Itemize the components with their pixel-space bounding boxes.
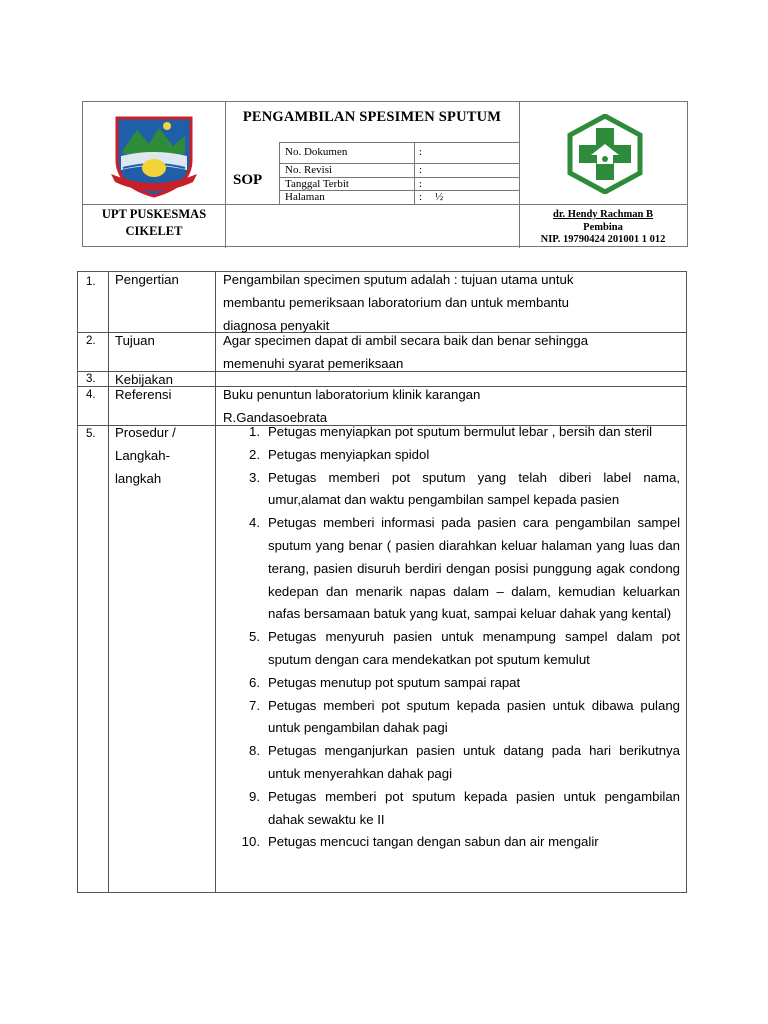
procedure-steps — [219, 421, 680, 854]
row-number: 1. — [86, 276, 96, 288]
page-label: Halaman — [285, 191, 325, 203]
row-text: Pengambilan specimen sputum adalah : tujuan utama untuk membantu pemeriksaan laboratorium dan untuk membantu diagnosa penyakit — [223, 272, 574, 333]
step-number: 6. — [249, 674, 260, 690]
row-label-line: Langkah- — [115, 448, 170, 463]
step-number: 7. — [249, 697, 260, 713]
unit-name-line: CIKELET — [125, 224, 183, 238]
step-text: Petugas menyuruh pasien untuk menampung sampel dalam pot sputum dengan cara mendekatkan pot sputum kemulut — [268, 629, 680, 667]
field-separator: : — [419, 178, 423, 190]
step-number: 1. — [249, 424, 260, 439]
list-item — [219, 695, 680, 741]
list-item — [219, 512, 680, 626]
issue-date-label: Tanggal Terbit — [285, 178, 349, 190]
step-number: 4. — [249, 515, 260, 531]
row-label: Tujuan — [115, 333, 155, 348]
step-text: Petugas menutup pot sputum sampai rapat — [268, 674, 521, 690]
step-number: 8. — [249, 743, 260, 759]
puskesmas-logo-icon — [567, 114, 643, 194]
unit-name — [83, 206, 225, 240]
sop-content-table — [77, 271, 687, 893]
field-separator: : — [419, 146, 423, 158]
header-divider — [279, 142, 519, 143]
signatory-rank: Pembina — [583, 221, 623, 233]
step-text: Petugas memberi pot sputum kepada pasien untuk dibawa pulang untuk pengambilan dahak pagi — [268, 697, 680, 736]
list-item — [219, 467, 680, 513]
row-label-line: langkah — [115, 471, 162, 486]
doc-number-label: No. Dokumen — [285, 146, 348, 158]
list-item — [219, 831, 680, 854]
step-number: 2. — [249, 446, 260, 462]
unit-name-line: UPT PUSKESMAS — [101, 207, 207, 221]
row-label-line: Prosedur / — [115, 425, 176, 440]
list-item — [219, 626, 680, 672]
step-text: Petugas menyiapkan spidol — [268, 446, 430, 462]
list-item — [219, 444, 680, 467]
signatory-name: dr. Hendy Rachman B — [553, 209, 653, 220]
page-value: ½ — [435, 191, 444, 203]
signatory-block — [519, 209, 687, 247]
header-divider — [279, 142, 280, 204]
document-header — [82, 101, 688, 247]
table-divider — [215, 272, 216, 892]
row-text: Agar specimen dapat di ambil secara baik dan benar sehingga memenuhi syarat pemeriksaan — [223, 333, 589, 371]
step-number: 10. — [241, 834, 260, 850]
row-number: 4. — [86, 389, 96, 401]
field-separator: : — [419, 164, 423, 176]
row-label: Pengertian — [115, 272, 179, 287]
signatory-nip: NIP. 19790424 201001 1 012 — [540, 234, 666, 245]
list-item — [219, 421, 680, 444]
row-number: 3. — [86, 373, 96, 385]
header-divider — [83, 204, 687, 205]
list-item — [219, 740, 680, 786]
row-label — [115, 421, 176, 490]
row-number: 2. — [86, 335, 96, 347]
sop-label: SOP — [233, 172, 263, 188]
row-text: Buku penuntun laboratorium klinik karangan R.Gandasoebrata — [223, 387, 481, 425]
step-text: Petugas memberi pot sputum kepada pasien untuk pengambilan dahak sewaktu ke II — [268, 788, 680, 827]
row-label: Referensi — [115, 387, 172, 402]
step-text: Petugas menganjurkan pasien untuk datang pada hari berikutnya untuk menyerahkan dahak pagi — [268, 743, 680, 781]
list-item — [219, 786, 680, 832]
header-divider — [414, 142, 415, 204]
step-number: 5. — [249, 629, 260, 645]
revision-label: No. Revisi — [285, 164, 333, 176]
table-divider — [108, 272, 109, 892]
step-text: Petugas mencuci tangan dengan sabun dan air mengalir — [268, 834, 599, 850]
list-item — [219, 672, 680, 695]
step-number: 3. — [249, 469, 260, 485]
row-number: 5. — [86, 428, 96, 440]
step-text: Petugas memberi informasi pada pasien cara pengambilan sampel sputum yang benar ( pasien diarahkan keluar halaman yang luas dan terang, pasien disuruh berdiri dengan posisi punggung agak condong kedepan dan menarik napas dalam – dalam, kemudian keluarkan nafas bersamaan batuk yang kuat, sampai keluar dahak yang kental) — [268, 515, 680, 622]
regional-emblem-icon — [109, 110, 199, 200]
step-number: 9. — [249, 788, 260, 804]
row-label: Kebijakan — [115, 372, 173, 387]
document-title: PENGAMBILAN SPESIMEN SPUTUM — [242, 109, 502, 125]
step-text: Petugas memberi pot sputum yang telah diberi label nama, umur,alamat dan waktu pengambilan sampel kepada pasien — [268, 469, 680, 508]
field-separator: : — [419, 191, 423, 203]
step-text: Petugas menyiapkan pot sputum bermulut lebar , bersih dan steril — [268, 424, 653, 439]
